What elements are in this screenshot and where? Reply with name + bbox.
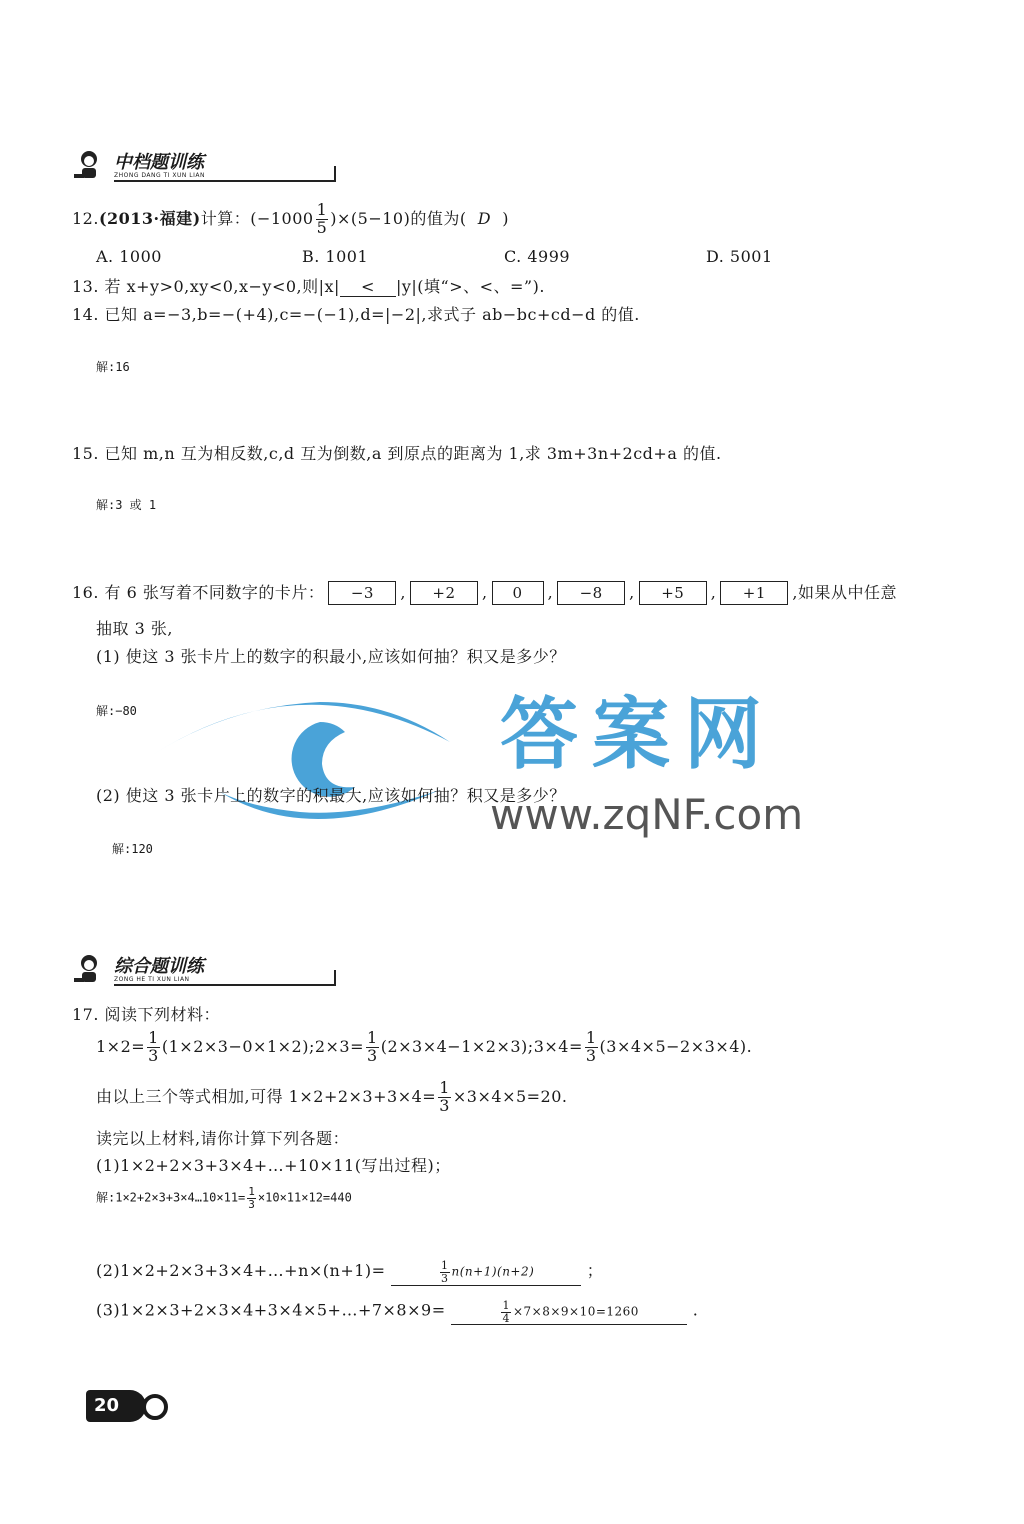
option-a: A. 1000 (96, 247, 162, 266)
page-number: 20 (94, 1395, 120, 1416)
answer-blank: < (340, 277, 396, 297)
answer-blank: $\frac{1}{4}$ ×7×8×9×10=1260 (451, 1300, 687, 1325)
divider (334, 166, 336, 182)
question-14: 14. 已知 a=−3,b=−(+4),c=−(−1),d=|−2|,求式子 ab−bc+cd−d 的值. (72, 305, 640, 324)
number-card: +2 (410, 581, 478, 605)
option-c: C. 4999 (504, 247, 571, 266)
question-16: 16. 有 6 张写着不同数字的卡片： −3 , +2 , 0 , −8 , +5 , +1 ,如果从中任意 (72, 580, 897, 605)
material-sum: 由以上三个等式相加,可得 1×2+2×3+3×4= $\frac{1}{3}$ ×3×4×5=20. (96, 1078, 568, 1115)
section-title: 综合题训练 (114, 956, 204, 977)
solution-17-part1: 解:1×2+2×3+3×4…10×11= $\frac{1}{3}$ ×10×11×12=440 (96, 1185, 352, 1211)
number-card: −3 (328, 581, 396, 605)
question-17-part3: (3)1×2×3+2×3×4+3×4×5+…+7×8×9= $\frac{1}{4}$ ×7×8×9×10=1260 . (96, 1299, 699, 1325)
watermark-url: www.zqNF.com (490, 790, 804, 839)
section-header-comprehensive (72, 952, 342, 986)
divider (114, 180, 336, 182)
solution-16-part2: 解:120 (112, 842, 153, 856)
material-equations: 1×2= $\frac{1}{3}$ (1×2×3−0×1×2);2×3= $\frac{1}{3}$ (2×3×4−1×2×3);3×4= $\frac{1}{3}$ (3×4×5−2×3×4). (96, 1028, 753, 1065)
number-card: −8 (557, 581, 625, 605)
mascot-icon (72, 148, 106, 180)
solution-14: 解:16 (96, 360, 130, 374)
mascot-icon (72, 952, 106, 984)
page-circle-icon (142, 1394, 168, 1420)
section-subtitle: ZONG HE TI XUN LIAN (114, 976, 190, 983)
question-17-part1: (1)1×2+2×3+3×4+…+10×11(写出过程)； (96, 1156, 451, 1175)
section-title: 中档题训练 (114, 152, 204, 173)
watermark-text: 答案网 (500, 690, 777, 780)
divider (334, 970, 336, 986)
number-card: +1 (720, 581, 788, 605)
question-17: 17. 阅读下列材料： (72, 1005, 221, 1024)
question-12: 12.(2013·福建)计算：(−1000 $\frac{1}{5}$ )×(5−10)的值为( D ) (72, 200, 510, 237)
question-16-part1: (1) 使这 3 张卡片上的数字的积最小,应该如何抽？积又是多少？ (96, 647, 566, 666)
question-16-part2: (2) 使这 3 张卡片上的数字的积最大,应该如何抽？积又是多少？ (96, 786, 566, 805)
eye-logo-icon (150, 672, 470, 842)
task-prompt: 读完以上材料,请你计算下列各题： (96, 1129, 350, 1148)
solution-15: 解:3 或 1 (96, 498, 157, 512)
page-number-badge (86, 1390, 146, 1422)
section-subtitle: ZHONG DANG TI XUN LIAN (114, 172, 205, 179)
question-15: 15. 已知 m,n 互为相反数,c,d 互为倒数,a 到原点的距离为 1,求 3m+3n+2cd+a 的值. (72, 444, 722, 463)
question-16-line2: 抽取 3 张, (96, 619, 173, 638)
number-card: 0 (492, 581, 544, 605)
watermark (150, 672, 870, 852)
solution-16-part1: 解:−80 (96, 704, 137, 718)
question-17-part2: (2)1×2+2×3+3×4+…+n×(n+1)= $\frac{1}{3}$ n(n+1)(n+2) ； (96, 1259, 604, 1285)
number-card: +5 (639, 581, 707, 605)
option-b: B. 1001 (302, 247, 369, 266)
section-header-medium (72, 148, 342, 182)
question-13: 13. 若 x+y>0,xy<0,x−y<0,则|x| < |y|(填“>、<、=”). (72, 277, 545, 296)
fraction: $\frac{1}{5}$ (316, 200, 328, 237)
option-d: D. 5001 (706, 247, 773, 266)
answer: D (477, 208, 492, 228)
answer-blank: $\frac{1}{3}$ n(n+1)(n+2) (391, 1260, 581, 1285)
divider (114, 984, 336, 986)
